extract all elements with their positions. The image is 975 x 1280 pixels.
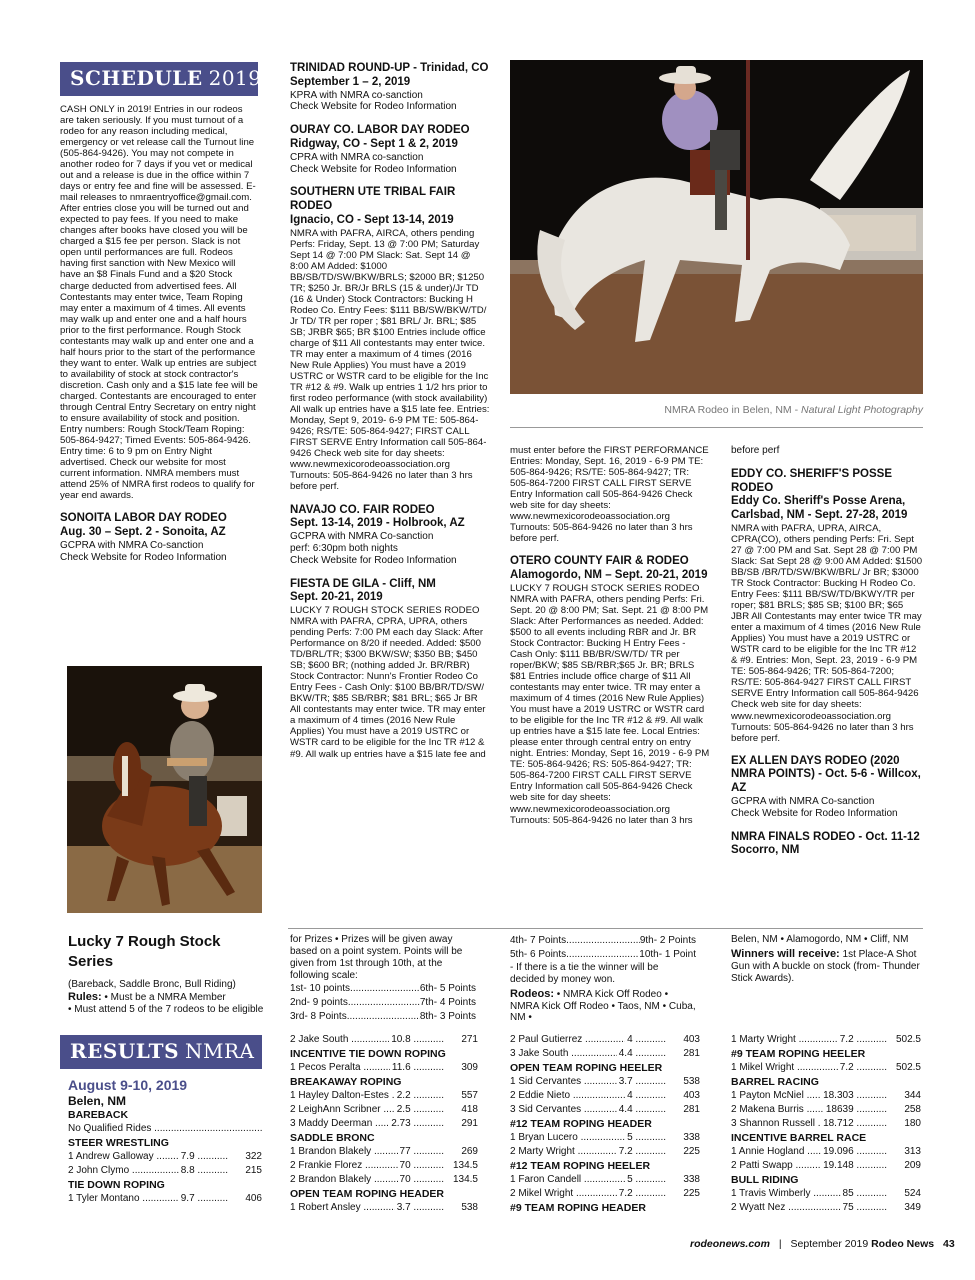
result-row — [510, 1103, 700, 1117]
results-column-4 — [731, 1033, 921, 1215]
result-row — [510, 1145, 700, 1159]
contestant-name: 1 Hayley Dalton-Estes ..... — [290, 1089, 395, 1103]
listing-subtitle: Sept. 13-14, 2019 - Holbrook, AZ — [290, 517, 465, 530]
lucky7-column-2 — [290, 934, 476, 1024]
result-earnings: 524 — [904, 1188, 921, 1199]
event-heading: BREAKAWAY ROPING — [290, 1076, 402, 1088]
lucky7-rule: • Must be a NMRA Member — [104, 991, 226, 1003]
listing-title: NAVAJO CO. FAIR RODEO — [290, 503, 435, 516]
result-row — [731, 1033, 921, 1047]
trinidad-listing — [290, 62, 490, 113]
lucky7-column-3 — [510, 934, 696, 1024]
result-earnings: 309 — [461, 1062, 478, 1073]
result-earnings: 258 — [904, 1104, 921, 1115]
lucky7-rodeos-label: Rodeos: — [510, 987, 554, 1000]
result-row — [290, 1173, 478, 1187]
result-row — [731, 1187, 921, 1201]
caption-text: NMRA Rodeo in Belen, NM — [664, 404, 792, 416]
results-column-3 — [510, 1033, 700, 1215]
result-score: 18639 ..... — [824, 1103, 887, 1117]
listing-subtitle: Aug. 30 – Sept. 2 - Sonoita, AZ — [60, 525, 226, 538]
page-footer — [690, 1238, 955, 1250]
event-heading: #12 TEAM ROPING HEADER — [510, 1118, 652, 1130]
result-earnings: 134.5 — [452, 1160, 478, 1171]
result-earnings: 291 — [461, 1118, 478, 1129]
listing-subtitle: Alamogordo, NM – Sept. 20-21, 2019 — [510, 569, 708, 582]
result-score: 70 ..... — [398, 1173, 444, 1187]
event-heading: BARREL RACING — [731, 1076, 819, 1088]
results-column-1 — [60, 1035, 262, 1206]
result-score: 4.4 ..... — [617, 1047, 666, 1061]
contestant-name: 1 Payton McNiel ..... — [731, 1089, 821, 1103]
result-earnings: 281 — [683, 1048, 700, 1059]
points-row: 5th- 6 Points ..... 10th- 1 Point — [510, 948, 696, 962]
lucky7-column-4 — [731, 934, 921, 984]
result-earnings: 538 — [683, 1076, 700, 1087]
lucky7-divider — [288, 928, 923, 929]
result-score: 11.6 ..... — [390, 1061, 444, 1075]
exallen-listing — [731, 755, 923, 820]
contestant-name: 2 Paul Gutierrez ..... — [510, 1033, 625, 1047]
listing-line: GCPRA with NMRA Co-sanction — [60, 539, 204, 551]
result-earnings: 313 — [904, 1146, 921, 1157]
result-earnings: 418 — [461, 1104, 478, 1115]
listing-subtitle: Eddy Co. Sheriff's Posse Arena, Carlsbad, NM - Sept. 27-28, 2019 — [731, 495, 908, 522]
result-score: 5 ..... — [625, 1131, 666, 1145]
result-earnings: 225 — [683, 1188, 700, 1199]
event-heading: BAREBACK — [68, 1108, 129, 1121]
result-row — [510, 1089, 700, 1103]
caption-divider — [510, 427, 923, 428]
contestant-name: 1 Andrew Galloway ..... — [68, 1150, 179, 1164]
result-score: 85 ..... — [841, 1187, 887, 1201]
listing-line: GCPRA with NMRA Co-sanction — [731, 796, 875, 807]
result-row — [290, 1061, 478, 1075]
result-row — [510, 1047, 700, 1061]
listing-title: SOUTHERN UTE TRIBAL FAIR RODEO — [290, 186, 456, 213]
schedule-year: 2019 — [208, 66, 262, 91]
result-row — [510, 1075, 700, 1089]
result-earnings: 338 — [683, 1132, 700, 1143]
contestant-name: 2 Patti Swapp ..... — [731, 1159, 821, 1173]
result-score: 18.712 ..... — [821, 1117, 887, 1131]
result-score: 3.7 ..... — [617, 1075, 666, 1089]
result-score: 3.7 ..... — [395, 1201, 444, 1215]
result-row — [510, 1173, 700, 1187]
contestant-name: 2 Frankie Florez ..... — [290, 1159, 398, 1173]
photo-caption: NMRA Rodeo in Belen, NM - Natural Light Photography — [664, 404, 923, 416]
otero-continued: before perf — [731, 445, 780, 456]
result-row — [731, 1061, 921, 1075]
lucky7-rodeos-cont: Belen, NM • Alamogordo, NM • Cliff, NM — [731, 934, 909, 945]
finals-listing — [731, 831, 923, 859]
contestant-name: 2 Eddie Nieto ..... — [510, 1089, 625, 1103]
caption-credit: Natural Light Photography — [801, 404, 923, 416]
page-number: 43 — [943, 1238, 955, 1250]
result-score: 77 ..... — [398, 1145, 444, 1159]
schedule-title: SCHEDULE — [70, 66, 203, 91]
result-score: 19.148 ..... — [821, 1159, 887, 1173]
result-row — [68, 1150, 262, 1164]
listing-title: TRINIDAD ROUND-UP - Trinidad, CO — [290, 62, 489, 74]
fiesta-listing — [290, 578, 490, 760]
result-row — [290, 1117, 478, 1131]
result-row — [68, 1192, 262, 1206]
result-row — [68, 1164, 262, 1178]
eddy-listing — [731, 468, 923, 744]
results-list — [510, 1033, 700, 1215]
result-score: 4 ..... — [625, 1089, 666, 1103]
contestant-name: 1 Annie Hogland ..... — [731, 1145, 821, 1159]
lucky7-rule: • Must attend 5 of the 7 rodeos to be eligible — [68, 1003, 264, 1015]
listing-body: NMRA with PAFRA, AIRCA, others pending Perfs: Friday, Sept. 13 @ 7:00 PM; Saturday Sept 14 @ 7:00 PM Slack: Sat. Sept 14 @ 8:00 AM Added: $1000 BB/SB/TD/SW/BKW/BRLS; $2000 BR; $1250 TR; $250 Jr. BR/Jr BRLS (15 & under)/Jr TD (16 & Under) Stock Contractors: Bucking H Rodeo Co. Entry Fees: $111 BB/SW/BKW/TD/ Jr TD/ TR per roper ; $81 BRL/ Jr. BRL; $85 SB; JRBR $65; BR $100 Entries include office charge of $11 All contestants may enter twice. TR may enter a maximum of 4 times (2016 New Rule Applies) You must have a 2019 USTRC or WSTR card to be eligible for the Inc TR #12 & #9. Walk up entries 1 1/2 hrs prior to first rodeo performance (with stock availability) All walk up entries have a $15 late fee. Entries: Monday, Sept 9, 2019- 6-9 PM TE: 505-864-9426; RS/TE: 505-864-9427; FIRST CALL FIRST SERVE Entry Information call 505-864-9426 Check web site for day sheets: www.newmexicorodeoassociation.org Turnouts: 505-864-9426 no later than 3 hrs before perf. — [290, 227, 490, 493]
result-score: 75 ..... — [841, 1201, 887, 1215]
listing-title: EDDY CO. SHERIFF'S POSSE RODEO — [731, 467, 892, 494]
results-banner — [60, 1035, 262, 1069]
result-row — [510, 1131, 700, 1145]
contestant-name: 1 Mikel Wright ..... — [731, 1061, 838, 1075]
result-score: 7.2 ..... — [838, 1033, 887, 1047]
listing-body: NMRA with PAFRA, UPRA, AIRCA, CPRA(CO), others pending Perfs: Fri. Sept 27 @ 7:00 PM and Sat. Sept 28 @ 7:00 PM Slack: Sat Sept 28 @ 9:00 AM Added: $1500 BB/SB /BR/TD/SW/BKW/BRL/ Jr BR; $3000 TR Stock Contractor: Bucking H Rodeo Co. Entry Fees: $111 BB/SW/TD/BKWY/TR per roper; $81 BRLS; $85 SB; $100 BR; $65 JBR All Contestants may enter twice TR may enter a maximum of 4 times (2016 New Rule Applies) You must have a 2019 USTRC or WSTR card to be eligible for the Inc TR #12 & #9. Entries: Mon, Sept. 23, 2019 - 6-9 PM TE: 505-864-9426; TR: 505-864-7200; RS/TE: 505-864-9427 FIRST CALL FIRST SERVE Entry Information call 505-864-9426 Check web site for day sheets: www.newmexicorodeoassociation.org Turnouts: 505-864-9426 no later than 3 hrs before perf. — [731, 522, 923, 744]
navajo-listing — [290, 504, 490, 567]
result-earnings: 209 — [904, 1160, 921, 1171]
schedule-column-2 — [290, 62, 490, 760]
result-earnings: 338 — [683, 1174, 700, 1185]
result-score: 18.303 ..... — [821, 1089, 887, 1103]
result-earnings: 225 — [683, 1146, 700, 1157]
contestant-name: 3 Shannon Russell ..... — [731, 1117, 821, 1131]
contestant-name: 1 Bryan Lucero ..... — [510, 1131, 625, 1145]
listing-body: LUCKY 7 ROUGH STOCK SERIES RODEO NMRA with PAFRA, CPRA, UPRA, others pending Perfs: 7:00 PM each day Slack: After Performance on 8/20 if needed. Added: $500 TD/BRL/TR; $300 BKW/SW; $350 BB; $450 SB; $600 BR; (nothing added Jr. BR/RBR) Stock Contractor: Nunn's Frontier Rodeo Co Entry Fees - Cash Only: $100 BB/BR/TD/SW/ BKW/TR; $85 SB/RBR; $81 BRL; $65 Jr BR All contestants may enter twice. TR may enter a maximum of 4 times (2016 New Rule Applies) You must have a 2019 USTRC or WSTR card to be eligible for the Inc TR #12 & #9. All walk up entries have a $15 late fee and — [290, 605, 486, 760]
listing-title: OTERO COUNTY FAIR & RODEO — [510, 555, 689, 568]
listing-line: Check Website for Rodeo Information — [290, 101, 457, 113]
event-heading: #12 TEAM ROPING HEELER — [510, 1160, 651, 1172]
result-score: 7.2 ..... — [617, 1187, 666, 1201]
ouray-listing — [290, 124, 490, 175]
results-list — [731, 1033, 921, 1215]
result-earnings: 281 — [683, 1104, 700, 1115]
sonoita-listing — [60, 512, 258, 563]
contestant-name: 1 Travis Wimberly ..... — [731, 1187, 841, 1201]
contestant-name: 1 Brandon Blakely ..... — [290, 1145, 398, 1159]
listing-title: FIESTA DE GILA - Cliff, NM — [290, 577, 436, 590]
result-row — [290, 1159, 478, 1173]
result-row — [731, 1159, 921, 1173]
event-heading: INCENTIVE TIE DOWN ROPING — [290, 1048, 446, 1060]
footer-issue: September 2019 — [790, 1238, 869, 1250]
contestant-name: 1 Tyler Montano ..... — [68, 1192, 179, 1206]
schedule-column — [60, 62, 262, 563]
listing-line: GCPRA with NMRA Co-sanction — [290, 531, 434, 543]
result-earnings: 180 — [904, 1118, 921, 1129]
result-earnings: 502.5 — [895, 1062, 921, 1073]
contestant-name: 2 Jake South ..... — [290, 1033, 389, 1047]
contestant-name: 1 Marty Wright ..... — [731, 1033, 838, 1047]
result-score: 19.096 ..... — [821, 1145, 887, 1159]
results-list — [290, 1033, 478, 1215]
listing-title: SONOITA LABOR DAY RODEO — [60, 512, 227, 525]
lucky7-rodeos: • NMRA Kick Off Rodeo • NMRA Kick Off Rodeo • Taos, NM • Cuba, NM • — [510, 988, 696, 1024]
result-score: 7.2 ..... — [838, 1061, 887, 1075]
results-date: August 9-10, 2019 — [68, 1077, 188, 1093]
listing-subtitle: September 1 – 2, 2019 — [290, 75, 411, 88]
contestant-name: 2 Mikel Wright ..... — [510, 1187, 617, 1201]
barrel-racer-photo — [67, 666, 262, 913]
fiesta-continued: must enter before the FIRST PERFORMANCE Entries: Monday, Sept. 16, 2019 - 6-9 PM TE: 505-864-9426; RS/TE: 505-864-9427; TR: 505-864-7200 FIRST CALL FIRST SERVE Entry Information call 505-864-9426 Check web site for day sheets: www.newmexicorodeoassociation.org Turnouts: 505-864-9426 no later than 3 hrs before perf. — [510, 445, 709, 545]
result-row — [731, 1089, 921, 1103]
lucky7-winners-label: Winners will receive: — [731, 947, 840, 960]
listing-line: perf: 6:30pm both nights — [290, 542, 398, 554]
contestant-name: 2 Brandon Blakely ..... — [290, 1173, 398, 1187]
result-row — [290, 1201, 478, 1215]
contestant-name: 2 John Clymo ..... — [68, 1164, 179, 1178]
listing-subtitle: Ridgway, CO - Sept 1 & 2, 2019 — [290, 137, 458, 150]
event-heading: BULL RIDING — [731, 1174, 799, 1186]
listing-title: EX ALLEN DAYS RODEO (2020 NMRA POINTS) - Oct. 5-6 - Willcox, AZ — [731, 754, 921, 795]
points-row: 4th- 7 Points ..... 9th- 2 Points — [510, 934, 696, 948]
result-row — [731, 1145, 921, 1159]
lucky7-tie: - If there is a tie the winner will be decided by money won. — [510, 962, 659, 985]
result-score: 4 ..... — [625, 1033, 666, 1047]
schedule-column-4 — [731, 445, 923, 858]
result-score: 70 ..... — [398, 1159, 444, 1173]
result-earnings: 403 — [683, 1090, 700, 1101]
footer-magazine: Rodeo News — [871, 1238, 935, 1250]
listing-subtitle: Sept. 20-21, 2019 — [290, 591, 383, 604]
lucky7-title: Lucky 7 Rough Stock Series — [68, 933, 221, 970]
footer-site: rodeonews.com — [690, 1238, 770, 1250]
contestant-name: 1 Pecos Peralta ..... — [290, 1061, 390, 1075]
listing-line: CPRA with NMRA co-sanction — [290, 151, 424, 163]
schedule-column-3 — [510, 445, 710, 826]
lucky7-winners: 1st Place-A Shot Gun with A buckle on stock (from- Thunder Stick Awards). — [731, 948, 920, 984]
result-earnings: 215 — [245, 1164, 262, 1176]
result-earnings: 557 — [461, 1090, 478, 1101]
otero-listing — [510, 555, 710, 825]
contestant-name: 1 Faron Candell ..... — [510, 1173, 625, 1187]
lucky7-sub: (Bareback, Saddle Bronc, Bull Riding) — [68, 979, 236, 990]
points-row: 3rd- 8 Points ..... 8th- 3 Points — [290, 1010, 476, 1024]
contestant-name: 2 Wyatt Nez ..... — [731, 1201, 841, 1215]
result-score: 4.4 ..... — [617, 1103, 666, 1117]
listing-line: Check Website for Rodeo Information — [731, 807, 898, 819]
lucky7-prizes-intro: for Prizes • Prizes will be given away based on a point system. Points will be given from 1st through 10th, at the following scale: — [290, 934, 463, 981]
schedule-intro: CASH ONLY in 2019! Entries in our rodeos are taken seriously. If you must turnout of a rodeo for any reason including medical, emergency or vet release call the Turnout line (505-864-9426). You may not compete in another rodeo for 7 days if you vet or medical out and a release is due in the office within 7 days or entry fee and fine will be assessed. E-mail releases to nmraentryoffice@gmail.com. After entries close you will be turned out and expected to pay fees. If you need to make changes after books have closed you will be charged a $15 fee per person. Slack is not open until performances are full. Rodeos having first sanction with New Mexico will have an $8 Finals Fund and a $20 Stock charge deducted from advertised fees. All Contestants may enter twice, Team Roping may enter a maximum of 4 times. All events may walk up and enter one and a half hours prior to the first performance. Rough Stock contestants may walk up and enter one and a half hours prior to the start of the performance they want to enter. Walk up entries are subject to availability of stock at stock contractor's discretion. Cash only and a $15 late fee will be charged. Contestants are encouraged to enter through Central Entry Secretary on entry night to ensure availability of stock and position. Entry numbers: Rough Stock/Team Roping: 505-864-9427; Timed Events: 505-864-9426. Entry time: 6 to 9 pm on Entry Night advertised. Check our website for most current information. NMRA members must attend 25% of NMRA first rodeos to qualify for year end awards. — [60, 104, 258, 502]
result-earnings: 269 — [461, 1146, 478, 1157]
result-earnings: 322 — [245, 1150, 262, 1162]
listing-title: NMRA FINALS RODEO - Oct. 11-12 Socorro, NM — [731, 830, 920, 857]
result-earnings: 349 — [904, 1202, 921, 1213]
results-place: Belen, NM — [68, 1093, 127, 1108]
result-score: 5 ..... — [625, 1173, 666, 1187]
schedule-banner — [60, 62, 262, 96]
contestant-name: 1 Robert Ansley ..... — [290, 1201, 395, 1215]
contestant-name: 3 Sid Cervantes ..... — [510, 1103, 617, 1117]
contestant-name: No Qualified Rides ..... — [68, 1122, 262, 1136]
result-score: 9.7 ..... — [179, 1192, 228, 1206]
listing-title: OURAY CO. LABOR DAY RODEO — [290, 124, 470, 137]
contestant-name: 1 Sid Cervantes ..... — [510, 1075, 617, 1089]
lucky7-rules-label: Rules: — [68, 990, 102, 1003]
result-score: 2.2 ..... — [395, 1089, 444, 1103]
result-earnings: 344 — [904, 1090, 921, 1101]
event-heading: OPEN TEAM ROPING HEADER — [290, 1188, 445, 1200]
result-row — [290, 1089, 478, 1103]
event-heading: #9 TEAM ROPING HEELER — [731, 1048, 866, 1060]
contestant-name: 3 Jake South ..... — [510, 1047, 617, 1061]
result-row — [731, 1117, 921, 1131]
result-score: 8.8 ..... — [179, 1164, 228, 1178]
results-column-2 — [290, 1033, 478, 1215]
result-score: 7.9 ..... — [179, 1150, 228, 1164]
result-row — [510, 1033, 700, 1047]
result-earnings: 406 — [245, 1192, 262, 1204]
event-heading: TIE DOWN ROPING — [68, 1178, 165, 1191]
result-earnings: 403 — [683, 1034, 700, 1045]
event-heading: SADDLE BRONC — [290, 1132, 375, 1144]
event-heading: STEER WRESTLING — [68, 1136, 169, 1149]
result-row — [290, 1145, 478, 1159]
result-score: 10.8 ..... — [389, 1033, 444, 1047]
points-row: 2nd- 9 points ..... 7th- 4 Points — [290, 996, 476, 1010]
result-earnings: 134.5 — [452, 1174, 478, 1185]
result-score: 7.2 ..... — [617, 1145, 666, 1159]
results-list — [68, 1108, 262, 1206]
result-row — [290, 1033, 478, 1047]
result-row — [510, 1187, 700, 1201]
result-row — [731, 1201, 921, 1215]
listing-subtitle: Ignacio, CO - Sept 13-14, 2019 — [290, 213, 454, 226]
contestant-name: 3 Maddy Deerman ..... — [290, 1117, 389, 1131]
listing-line: Check Website for Rodeo Information — [60, 551, 227, 563]
result-row — [731, 1103, 921, 1117]
listing-body: LUCKY 7 ROUGH STOCK SERIES RODEO NMRA with PAFRA, others pending Perfs: Fri. Sept. 20 @ 8:00 PM; Sat. Sept. 21 @ 8:00 PM Slack: After Performances as needed. Added: $500 to all events including RBR and Jr. BR Stock Contractor: Bucking H Entry Fees - Cash Only: $111 BB/BR/SW/TD/ TR per roper/BKW; $85 SB/RBR;$65 Jr. BR; BRLS $81 Entries include office charge of $11 All contestants may enter twice. TR may enter a maximum of 4 times (2016 New Rule Applies) You must have a 2019 USTRC or WSTR card to be eligible for the Inc TR #12 & #9. All walk up entries have a $15 late fee. Local Entries: please enter through central entry on entry night. Entries: Monday, Sept 16, 2019 - 6-9 PM TE: 505-864-9426; RS: 505-864-9427; TR: 505-864-7200 FIRST CALL FIRST SERVE Entry Information call 505-864-9426 Check web site for day sheets: www.newmexicorodeoassociation.org Turnouts: 505-864-9426 no later than 3 hrs — [510, 582, 710, 826]
listing-line: Check Website for Rodeo Information — [290, 554, 457, 566]
result-earnings: 538 — [461, 1202, 478, 1213]
results-org: NMRA — [185, 1039, 255, 1064]
listing-line: Check Website for Rodeo Information — [290, 163, 457, 175]
event-heading: OPEN TEAM ROPING HEELER — [510, 1062, 663, 1074]
lucky7-column-1 — [68, 932, 268, 1016]
event-heading: #9 TEAM ROPING HEADER — [510, 1202, 646, 1214]
result-row — [290, 1103, 478, 1117]
contestant-name: 2 Marty Wright ..... — [510, 1145, 617, 1159]
contestant-name: 2 LeighAnn Scribner ..... — [290, 1103, 395, 1117]
result-earnings: 271 — [461, 1034, 478, 1045]
ute-listing — [290, 186, 490, 492]
result-score: 2.5 ..... — [395, 1103, 444, 1117]
results-title: RESULTS — [70, 1039, 180, 1064]
bronc-rider-photo — [510, 60, 923, 394]
result-score: 2.73 ..... — [389, 1117, 444, 1131]
listing-line: KPRA with NMRA co-sanction — [290, 89, 423, 101]
result-earnings: 502.5 — [895, 1034, 921, 1045]
result-row — [68, 1122, 262, 1136]
contestant-name: 2 Makena Burris ..... — [731, 1103, 824, 1117]
points-row: 1st- 10 points ..... 6th- 5 Points — [290, 982, 476, 996]
event-heading: INCENTIVE BARREL RACE — [731, 1132, 867, 1144]
footer-separator: | — [778, 1238, 782, 1250]
